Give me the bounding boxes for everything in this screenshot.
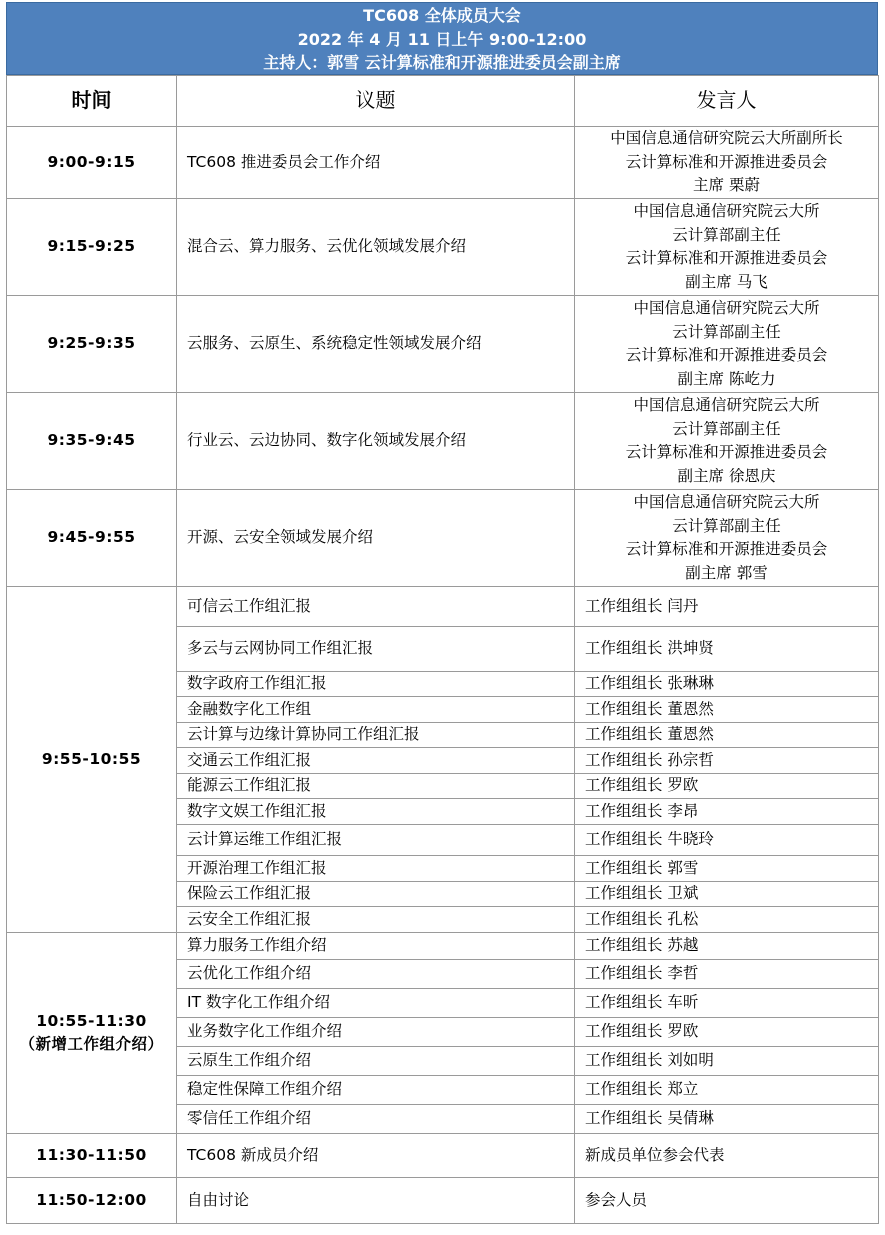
- new-wgs-time: [7, 933, 177, 1134]
- session-time: 9:45-9:55: [7, 490, 177, 587]
- speaker-line: 中国信息通信研究院云大所: [633, 202, 820, 220]
- table-row: [7, 490, 879, 587]
- session-time: 9:00-9:15: [7, 127, 177, 199]
- wg-topic: 算力服务工作组介绍: [177, 933, 575, 960]
- wg-topic: 金融数字化工作组: [177, 697, 575, 723]
- wg-speaker: 工作组组长 刘如明: [575, 1047, 879, 1076]
- session-topic: 云服务、云原生、系统稳定性领域发展介绍: [177, 296, 575, 393]
- wg-speaker: 工作组组长 李昂: [575, 799, 879, 825]
- agenda-table: [6, 75, 879, 1224]
- session-speaker: [575, 490, 879, 587]
- wg-speaker: 工作组组长 董恩然: [575, 723, 879, 748]
- wg-speaker: 工作组组长 苏越: [575, 933, 879, 960]
- speaker-line: 副主席 徐恩庆: [677, 466, 776, 485]
- wg-topic: 数字政府工作组汇报: [177, 672, 575, 697]
- wg-topic: IT 数字化工作组介绍: [177, 989, 575, 1018]
- speaker-line: 云计算部副主任: [672, 225, 781, 244]
- closing-speaker: 参会人员: [575, 1178, 879, 1224]
- table-row: [7, 587, 879, 627]
- wg-speaker: 工作组组长 孔松: [575, 907, 879, 933]
- session-time: 9:15-9:25: [7, 199, 177, 296]
- table-row: [7, 1178, 879, 1224]
- wg-speaker: 工作组组长 洪坤贤: [575, 627, 879, 672]
- wg-topic: 开源治理工作组汇报: [177, 856, 575, 882]
- wg-topic: 业务数字化工作组介绍: [177, 1018, 575, 1047]
- table-row: [7, 127, 879, 199]
- table-row: [7, 933, 879, 960]
- session-speaker: [575, 127, 879, 199]
- meeting-date: 2022 年 4 月 11 日上午 9:00-12:00: [297, 29, 587, 49]
- column-header-time: 时间: [7, 76, 177, 127]
- wg-topic: 可信云工作组汇报: [177, 587, 575, 627]
- closing-speaker: 新成员单位参会代表: [575, 1134, 879, 1178]
- agenda-sheet: [6, 2, 878, 1224]
- wg-topic: 交通云工作组汇报: [177, 748, 575, 774]
- session-speaker: [575, 393, 879, 490]
- session-topic: TC608 推进委员会工作介绍: [177, 127, 575, 199]
- closing-topic: TC608 新成员介绍: [177, 1134, 575, 1178]
- speaker-line: 云计算标准和开源推进委员会: [625, 152, 828, 171]
- speaker-line: 云计算部副主任: [672, 419, 781, 438]
- wg-speaker: 工作组组长 孙宗哲: [575, 748, 879, 774]
- speaker-line: 中国信息通信研究院云大所: [633, 396, 820, 414]
- wg-speaker: 工作组组长 李哲: [575, 960, 879, 989]
- speaker-line: 云计算标准和开源推进委员会: [625, 249, 828, 267]
- session-topic: 混合云、算力服务、云优化领域发展介绍: [177, 199, 575, 296]
- closing-time: 11:30-11:50: [7, 1134, 177, 1178]
- speaker-line: 云计算标准和开源推进委员会: [625, 540, 828, 558]
- closing-topic: 自由讨论: [177, 1178, 575, 1224]
- speaker-line: 副主席 马飞: [685, 272, 768, 291]
- session-speaker: [575, 199, 879, 296]
- wg-topic: 云计算与边缘计算协同工作组汇报: [177, 723, 575, 748]
- speaker-line: 云计算部副主任: [672, 516, 781, 535]
- wg-speaker: 工作组组长 郑立: [575, 1076, 879, 1105]
- wg-speaker: 工作组组长 卫斌: [575, 882, 879, 907]
- wg-topic: 保险云工作组汇报: [177, 882, 575, 907]
- wg-topic: 云优化工作组介绍: [177, 960, 575, 989]
- wg-speaker: 工作组组长 吴倩琳: [575, 1105, 879, 1134]
- wg-speaker: 工作组组长 张琳琳: [575, 672, 879, 697]
- speaker-line: 副主席 郭雪: [685, 563, 768, 582]
- speaker-line: 中国信息通信研究院云大所: [633, 493, 820, 511]
- wg-speaker: 工作组组长 牛晓玲: [575, 825, 879, 856]
- session-topic: 行业云、云边协同、数字化领域发展介绍: [177, 393, 575, 490]
- speaker-line: 云计算标准和开源推进委员会: [625, 346, 828, 364]
- meeting-host: 主持人：郭雪 云计算标准和开源推进委员会副主席: [263, 53, 621, 72]
- speaker-line: 副主席 陈屹力: [677, 369, 776, 388]
- wg-topic: 多云与云网协同工作组汇报: [177, 627, 575, 672]
- wg-speaker: 工作组组长 车昕: [575, 989, 879, 1018]
- session-topic: 开源、云安全领域发展介绍: [177, 490, 575, 587]
- wg-speaker: 工作组组长 闫丹: [575, 587, 879, 627]
- wg-topic: 数字文娱工作组汇报: [177, 799, 575, 825]
- speaker-line: 云计算部副主任: [672, 322, 781, 341]
- wg-topic: 云计算运维工作组汇报: [177, 825, 575, 856]
- table-row: [7, 1134, 879, 1178]
- session-time: 9:25-9:35: [7, 296, 177, 393]
- column-header-speaker: 发言人: [575, 76, 879, 127]
- wg-reports-time: 9:55-10:55: [7, 587, 177, 933]
- wg-speaker: 工作组组长 董恩然: [575, 697, 879, 723]
- wg-speaker: 工作组组长 罗欧: [575, 774, 879, 799]
- column-header-topic: 议题: [177, 76, 575, 127]
- speaker-line: 云计算标准和开源推进委员会: [625, 443, 828, 461]
- wg-topic: 能源云工作组汇报: [177, 774, 575, 799]
- wg-speaker: 工作组组长 罗欧: [575, 1018, 879, 1047]
- table-header-row: [7, 76, 879, 127]
- wg-topic: 云原生工作组介绍: [177, 1047, 575, 1076]
- agenda-header: [6, 2, 878, 75]
- closing-time: 11:50-12:00: [7, 1178, 177, 1224]
- new-wgs-time-range: 10:55-11:30: [36, 1011, 147, 1030]
- session-time: 9:35-9:45: [7, 393, 177, 490]
- speaker-line: 主席 栗蔚: [693, 176, 760, 195]
- new-wgs-note: （新增工作组介绍）: [19, 1035, 164, 1053]
- wg-topic: 零信任工作组介绍: [177, 1105, 575, 1134]
- table-row: [7, 296, 879, 393]
- wg-topic: 稳定性保障工作组介绍: [177, 1076, 575, 1105]
- speaker-line: 中国信息通信研究院云大所副所长: [610, 129, 843, 148]
- session-speaker: [575, 296, 879, 393]
- wg-speaker: 工作组组长 郭雪: [575, 856, 879, 882]
- table-row: [7, 393, 879, 490]
- table-row: [7, 199, 879, 296]
- meeting-title: TC608 全体成员大会: [363, 6, 521, 25]
- wg-topic: 云安全工作组汇报: [177, 907, 575, 933]
- speaker-line: 中国信息通信研究院云大所: [633, 299, 820, 317]
